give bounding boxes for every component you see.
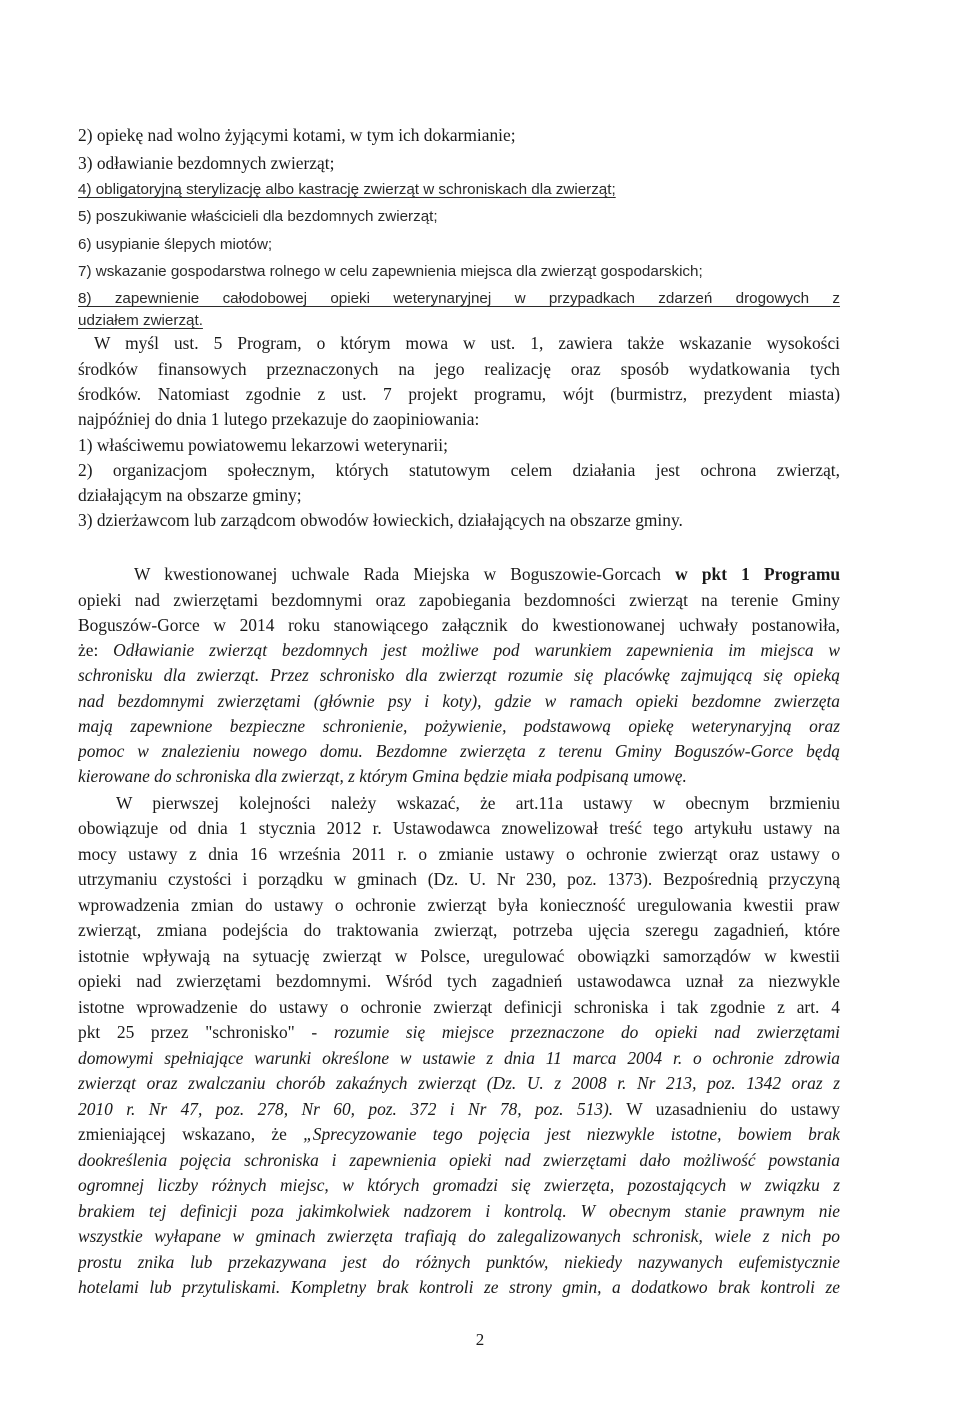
list-item: udziałem zwierząt.	[78, 312, 203, 329]
paragraph-line	[78, 637, 840, 663]
italic-run: „Sprecyzowanie tego pojęcia jest niezwykle istotne, bowiem brak	[303, 1124, 840, 1144]
paragraph-line: najpóźniej do dnia 1 lutego przekazuje do zaopiniowania:	[78, 409, 480, 429]
list-item: 7) wskazanie gospodarstwa rolnego w celu zapewnienia miejsca dla zwierząt gospodarskich;	[78, 263, 703, 280]
paragraph-line: schronisku dla zwierząt. Przez schronisko dla zwierząt rozumie się placówkę zajmującą się opieką	[78, 665, 840, 685]
list-item: 8) zapewnienie całodobowej opieki weterynaryjnej w przypadkach zdarzeń drogowych z	[78, 290, 840, 307]
paragraph-line: mają zapewnione bezpieczne schronienie, pożywienie, podstawową opiekę weterynaryjną oraz	[78, 716, 840, 736]
paragraph-line: Boguszów-Gorce w 2014 roku stanowiącego załącznik do kwestionowanej uchwały postanowiła,	[78, 615, 840, 635]
paragraph-line: utrzymaniu czystości i porządku w gminach (Dz. U. Nr 230, poz. 1373). Bezpośrednią przyczyną	[78, 869, 840, 889]
paragraph-line: mocy ustawy z dnia 16 września 2011 r. o zmianie ustawy o ochronie zwierząt oraz ustawy o	[78, 844, 840, 864]
paragraph-line: ogromnej liczby różnych miejsc, w których gromadzi się zwierzęta, pozostających w związku z	[78, 1175, 840, 1195]
italic-run: rozumie się miejsce przeznaczone do opieki nad zwierzętami	[333, 1022, 840, 1042]
paragraph-line: środków finansowych przeznaczonych na jego realizację oraz sposób wydatkowania tych	[78, 359, 840, 379]
paragraph-line	[134, 561, 840, 587]
list-item: 3) odławianie bezdomnych zwierząt;	[78, 153, 335, 173]
paragraph-line: domowymi spełniające warunki określone w ustawie z dnia 11 marca 2004 r. o ochronie zdrowia	[78, 1048, 840, 1068]
paragraph-line: W pierwszej kolejności należy wskazać, że art.11a ustawy w obecnym brzmieniu	[116, 793, 840, 813]
paragraph-line: wprowadzenia zmian do ustawy o ochronie zwierząt była konieczność uregulowania kwestii praw	[78, 895, 840, 915]
paragraph-line	[78, 1096, 840, 1122]
paragraph-line: obowiązuje od dnia 1 stycznia 2012 r. Ustawodawca znowelizował treść tego artykułu ustawy na	[78, 818, 840, 838]
paragraph-line: W myśl ust. 5 Program, o którym mowa w ust. 1, zawiera także wskazanie wysokości	[94, 333, 840, 353]
paragraph-line: zwierząt oraz zwalczaniu chorób zakaźnych zwierząt (Dz. U. z 2008 r. Nr 213, poz. 1342 oraz z	[78, 1073, 840, 1093]
paragraph-line: pomoc w znalezieniu nowego domu. Bezdomne zwierzęta z terenu Gminy Boguszów-Gorce będą	[78, 741, 840, 761]
page-number: 2	[475, 1330, 485, 1349]
paragraph-line: 2) organizacjom społecznym, których statutowym celem działania jest ochrona zwierząt,	[78, 460, 840, 480]
text-run: W kwestionowanej uchwale Rada Miejska w Boguszowie-Gorcach	[134, 564, 676, 584]
paragraph-line: wszystkie wyłapane w gminach zwierzęta trafiają do zalegalizowanych schronisk, wiele z nich po	[78, 1226, 840, 1246]
italic-run: 2010 r. Nr 47, poz. 278, Nr 60, poz. 372 i Nr 78, poz. 513).	[78, 1099, 614, 1119]
list-item: 5) poszukiwanie właścicieli dla bezdomnych zwierząt;	[78, 208, 438, 225]
text-run: zmieniającej wskazano, że	[78, 1124, 304, 1144]
text-run: W uzasadnieniu do ustawy	[613, 1099, 840, 1119]
paragraph-line	[78, 1121, 840, 1147]
paragraph-line: 1) właściwemu powiatowemu lekarzowi weterynarii;	[78, 435, 448, 455]
bold-run: w pkt 1 Programu	[675, 564, 840, 584]
paragraph-line: opieki nad zwierzętami bezdomnymi. Wśród tych zagadnień ustawodawca uznał za niezwykle	[78, 971, 840, 991]
paragraph-line: opieki nad zwierzętami bezdomnymi oraz zapobiegania bezdomności zwierząt na terenie Gminy	[78, 590, 840, 610]
list-item: 6) usypianie ślepych miotów;	[78, 236, 273, 253]
text-run: że:	[78, 640, 114, 660]
italic-run: Odławianie zwierząt bezdomnych jest możliwe pod warunkiem zapewnienia im miejsca w	[113, 640, 840, 660]
paragraph-line: brakiem tej definicji poza jakimkolwiek nadzorem i kontrolą. W obecnym stanie prawnym nie	[78, 1201, 840, 1221]
paragraph-line: prostu znika lub przekazywana jest do różnych punktów, niekiedy nazywanych eufemistycznie	[78, 1252, 840, 1272]
list-item: 4) obligatoryjną sterylizację albo kastrację zwierząt w schroniskach dla zwierząt;	[78, 181, 616, 198]
text-run: pkt 25 przez "schronisko" -	[78, 1022, 334, 1042]
paragraph-line: istotne wprowadzenie do ustawy o ochronie zwierząt definicji schroniska i tak zgodnie z art. 4	[78, 997, 840, 1017]
paragraph-line: zwierząt, zmiana podejścia do traktowania zwierząt, potrzeba ujęcia szeregu zagadnień, które	[78, 920, 840, 940]
paragraph-line: 3) dzierżawcom lub zarządcom obwodów łowieckich, działających na obszarze gminy.	[78, 510, 683, 530]
paragraph-line: środków. Natomiast zgodnie z ust. 7 projekt programu, wójt (burmistrz, prezydent miasta)	[78, 384, 840, 404]
paragraph-line	[78, 1019, 840, 1045]
paragraph-line: kierowane do schroniska dla zwierząt, z którym Gmina będzie miała podpisaną umowę.	[78, 766, 687, 786]
list-item: 2) opiekę nad wolno żyjącymi kotami, w tym ich dokarmianie;	[78, 125, 516, 145]
paragraph-line: dookreślenia pojęcia schroniska i zapewnienia opieki nad zwierzętami dało możliwość powstania	[78, 1150, 840, 1170]
paragraph-line: hotelami lub przytuliskami. Kompletny brak kontroli ze strony gmin, a dodatkowo brak kontroli ze	[78, 1277, 840, 1297]
paragraph-line: działającym na obszarze gminy;	[78, 485, 302, 505]
paragraph-line: nad bezdomnymi zwierzętami (głównie psy i koty), gdzie w ramach opieki bezdomne zwierzęta	[78, 691, 840, 711]
paragraph-line: istotnie wpływają na sytuację zwierząt w Polsce, uregulować obowiązki samorządów w kwestii	[78, 946, 840, 966]
